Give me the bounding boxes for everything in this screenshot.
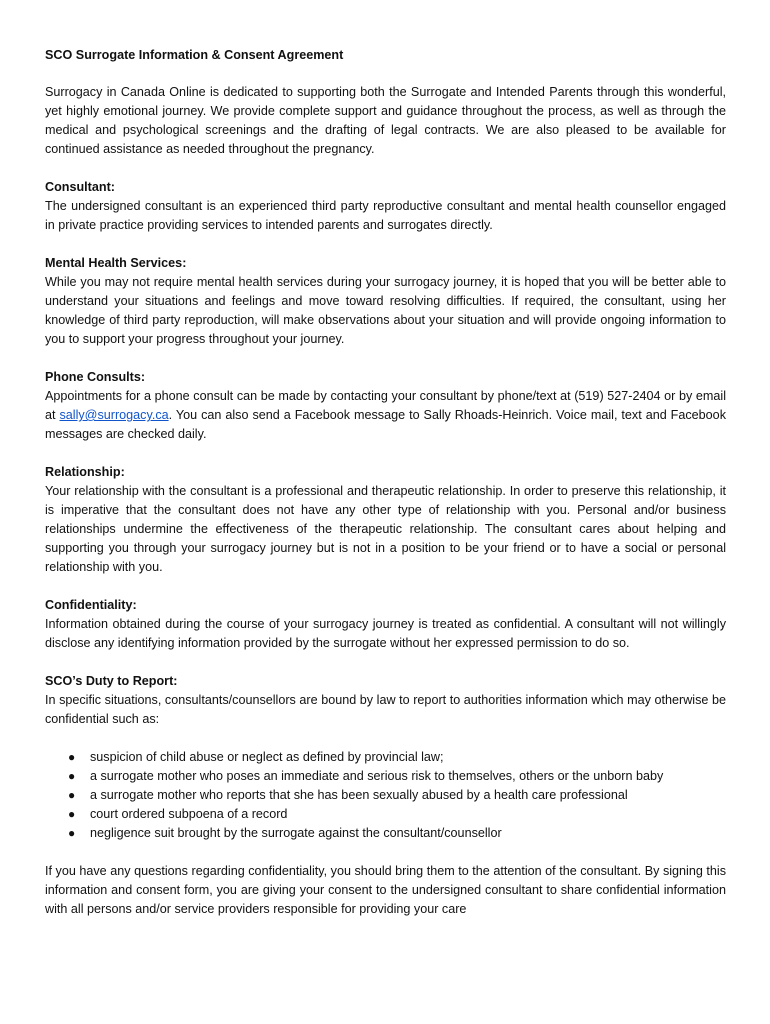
section-body-duty-to-report: In specific situations, consultants/counsellors are bound by law to report to authorities information which may otherwise be confidential such as: xyxy=(45,693,726,726)
section-body-relationship: Your relationship with the consultant is a professional and therapeutic relationship. In order to preserve this relationship, it is imperative that the consultant does not have any other type of relationship with you. Personal and/or business relationships undermine the effectiveness of the therapeutic relationship. The consultant cares about helping and supporting you through your surrogacy journey but is not in a position to be your friend or to have a social or personal relationship with you. xyxy=(45,484,726,574)
phone-consults-text-before-link: Appointments for a phone consult can be made by contacting your consultant by phone/text at (519) 527-2404 or by email at xyxy=(45,389,726,422)
section-confidentiality xyxy=(45,596,726,653)
intro-paragraph: Surrogacy in Canada Online is dedicated to supporting both the Surrogate and Intended Parents through this wonderful, yet highly emotional journey. We provide complete support and guidance throughout the process, as well as through the medical and psychological screenings and the drafting of legal contracts. We are also pleased to be available for continued assistance as needed throughout the pregnancy. xyxy=(45,85,726,156)
bullet-icon: ● xyxy=(68,826,76,840)
list-item-text: a surrogate mother who reports that she has been sexually abused by a health care professional xyxy=(90,788,628,802)
document-page xyxy=(45,46,726,919)
section-body-phone-consults xyxy=(45,387,726,444)
list-item-text: negligence suit brought by the surrogate against the consultant/counsellor xyxy=(90,826,502,840)
closing-paragraph: If you have any questions regarding confidentiality, you should bring them to the attention of the consultant. By signing this information and consent form, you are giving your consent to the undersigned consultant to share confidential information with all persons and/or service providers responsible for providing your care xyxy=(45,864,726,916)
section-body-consultant: The undersigned consultant is an experienced third party reproductive consultant and mental health counsellor engaged in private practice providing services to intended parents and surrogates directly. xyxy=(45,199,726,232)
section-heading-duty-to-report: SCO’s Duty to Report: xyxy=(45,674,178,688)
list-item xyxy=(45,748,726,767)
section-mental-health xyxy=(45,254,726,349)
section-duty-to-report xyxy=(45,672,726,729)
section-body-confidentiality: Information obtained during the course of your surrogacy journey is treated as confidential. A consultant will not willingly disclose any identifying information provided by the surrogate without her expressed permission to do so. xyxy=(45,617,726,650)
bullet-icon: ● xyxy=(68,807,76,821)
bullet-icon: ● xyxy=(68,750,76,764)
email-link[interactable]: sally@surrogacy.ca xyxy=(59,408,169,422)
section-heading-phone-consults: Phone Consults: xyxy=(45,370,146,384)
section-consultant xyxy=(45,178,726,235)
section-heading-relationship: Relationship: xyxy=(45,465,125,479)
section-heading-mental-health: Mental Health Services: xyxy=(45,256,187,270)
list-item xyxy=(45,805,726,824)
list-item-text: suspicion of child abuse or neglect as defined by provincial law; xyxy=(90,750,444,764)
list-item-text: a surrogate mother who poses an immediate and serious risk to themselves, others or the unborn baby xyxy=(90,769,664,783)
list-item xyxy=(45,767,726,786)
section-relationship xyxy=(45,463,726,577)
section-heading-consultant: Consultant: xyxy=(45,180,115,194)
section-body-mental-health: While you may not require mental health services during your surrogacy journey, it is hoped that you will be better able to understand your situations and feelings and move toward resolving difficulties. If required, the consultant, using her knowledge of third party reproduction, will make observations about your situation and will provide ongoing information to you to support your progress throughout your journey. xyxy=(45,275,726,346)
list-item-text: court ordered subpoena of a record xyxy=(90,807,288,821)
list-item xyxy=(45,786,726,805)
duty-to-report-list xyxy=(45,748,726,843)
document-title: SCO Surrogate Information & Consent Agreement xyxy=(45,48,344,62)
bullet-icon: ● xyxy=(68,769,76,783)
section-heading-confidentiality: Confidentiality: xyxy=(45,598,137,612)
bullet-icon: ● xyxy=(68,788,76,802)
phone-consults-text-after-link: . You can also send a Facebook message to Sally Rhoads-Heinrich. Voice mail, text and Facebook messages are checked daily. xyxy=(45,408,726,441)
section-phone-consults xyxy=(45,368,726,444)
list-item xyxy=(45,824,726,843)
